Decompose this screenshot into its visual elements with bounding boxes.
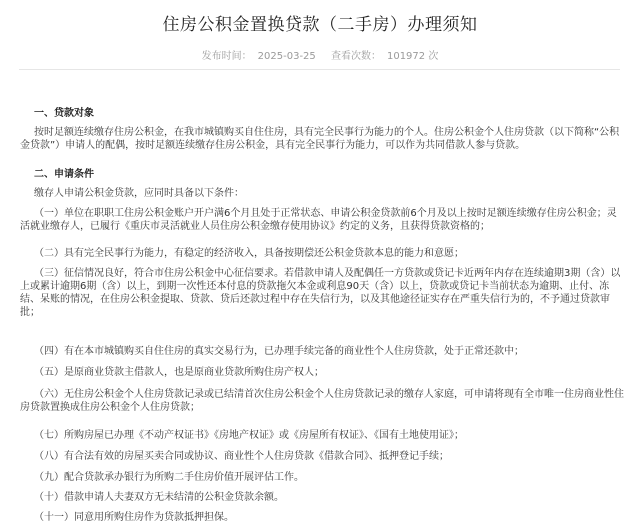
condition-7: （七）所购房屋已办理《不动产权证书》《房地产权证》或《房屋所有权证》、《国有土地使用证》； [34, 430, 464, 441]
publish-info [199, 51, 319, 62]
condition-3: （三）征信情况良好，符合市住房公积金中心征信要求。若借款申请人及配偶任一方贷款或贷记卡近两年内存在连续逾期3期（含）以上或累计逾期6期（含）以上，到期一次性还本付息的贷款拖欠本金或利息90天（含）以上，贷款或贷记卡当前状态为逾期、止付、冻结、呆账的情况，在住房公积金提取、贷款、贷后还款过程中存在失信行为，以及其他途径证实存在严重失信行为的，不予通过贷款审批； [20, 268, 621, 318]
condition-1: （一）单位在职职工住房公积金账户开户满6个月且处于正常状态、申请公积金贷款前6个月及以上按时足额连续缴存住房公积金；灵活就业缴存人，已履行《重庆市灵活就业人员住房公积金缴存使用协议》约定的义务，且获得贷款资格的； [20, 208, 617, 232]
publish-label: 发布时间： [201, 51, 252, 62]
paragraph-loan-target: 按时足额连续缴存住房公积金，在我市城镇购买自住住房，具有完全民事行为能力的个人。住房公积金个人住房贷款（以下简称“公积金贷款”）申请人的配偶，按时足额连续缴存住房公积金，具有完全民事行为能力，可以作为共同借款人参与贷款。 [20, 127, 620, 151]
condition-2: （二）具有完全民事行为能力，有稳定的经济收入，具备按期偿还公积金贷款本息的能力和意愿； [34, 248, 464, 259]
views-count: 101972 次 [386, 51, 439, 62]
section-heading-conditions: 二、申请条件 [34, 169, 94, 180]
views-info [328, 51, 441, 62]
condition-4: （四）有在本市城镇购买自住住房的真实交易行为，已办理手续完备的商业性个人住房贷款，处于正常还款中； [34, 346, 524, 357]
condition-8: （八）有合法有效的房屋买卖合同或协议、商业性个人住房贷款《借款合同》、抵押登记手续； [34, 451, 449, 462]
article-meta [0, 47, 640, 62]
condition-11: （十一）同意用所购住房作为贷款抵押担保。 [34, 512, 234, 523]
section-heading-loan-target: 一、贷款对象 [34, 108, 94, 119]
conditions-intro: 缴存人申请公积金贷款，应同时具备以下条件： [34, 188, 244, 199]
condition-10: （十）借款申请人夫妻双方无未结清的公积金贷款余额。 [34, 492, 284, 503]
condition-9: （九）配合贷款承办银行为所购二手住房价值开展评估工作。 [34, 472, 304, 483]
condition-6: （六）无住房公积金个人住房贷款记录或已结清首次住房公积金个人住房贷款记录的缴存人家庭，可申请将现有全市唯一住房商业性住房贷款置换成住房公积金个人住房贷款； [20, 389, 624, 413]
title-divider [19, 69, 620, 70]
condition-5: （五）是原商业贷款主借款人，也是原商业贷款所购住房产权人； [34, 367, 324, 378]
views-label: 查看次数： [330, 51, 381, 62]
publish-date: 2025-03-25 [257, 51, 316, 62]
article-title: 住房公积金置换贷款（二手房）办理须知 [162, 15, 478, 35]
